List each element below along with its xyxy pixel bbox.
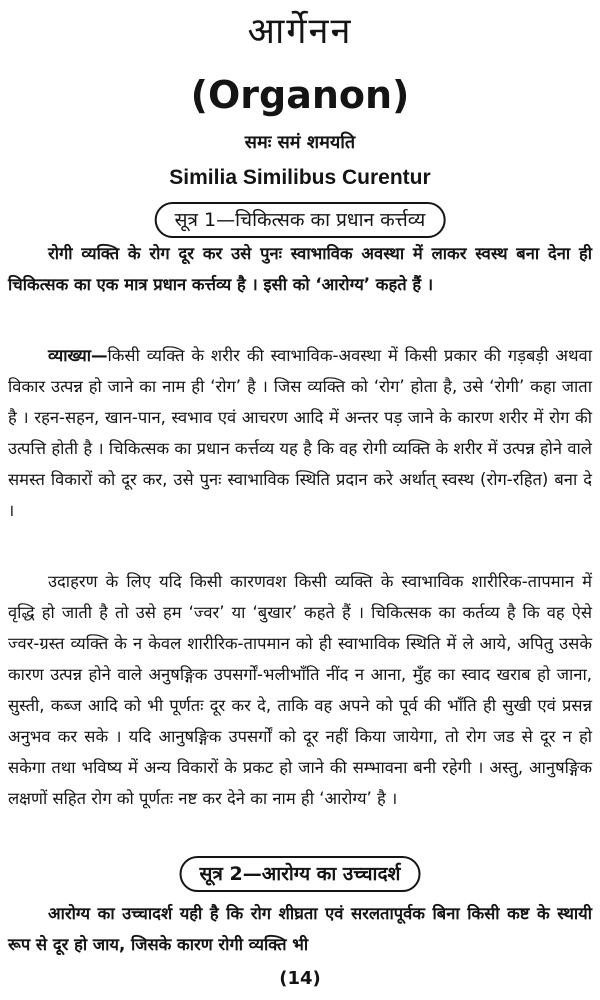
page-number: (14) — [279, 968, 321, 989]
section-1-explanation — [8, 340, 592, 526]
title-english: (Organon) — [190, 73, 410, 117]
explanation-text: किसी व्यक्ति के शरीर की स्वाभाविक-अवस्था में किसी प्रकार की गड़बड़ी अथवा विकार उत्पन्न हो जाने का नाम ही ‘रोग’ है । जिस व्यक्ति को ‘रोग’ होता है, उसे ‘रोगी’ कहा जाता है । रहन-सहन, खान-पान, स्वभाव एवं आचरण आदि में अन्तर पड़ जाने के कारण शरीर में रोग की उत्पत्ति होती है । चिकित्सक का प्रधान कर्त्तव्य यह है कि वह रोगी व्यक्ति के शरीर में उत्पन्न होने वाले समस्त विकारों को दूर कर, उसे पुनः स्वाभाविक स्थिति प्रदान करे अर्थात् स्वस्थ (रोग-रहित) बना दे । — [8, 346, 592, 520]
section-2-heading: सूत्र 2—आरोग्य का उच्चादर्श — [180, 856, 421, 892]
motto-hindi: समः समं शमयति — [244, 132, 356, 153]
explanation-lead: व्याख्या— — [48, 346, 108, 365]
section-1-heading: सूत्र 1—चिकित्सक का प्रधान कर्त्तव्य — [155, 202, 446, 238]
motto-latin: Similia Similibus Curentur — [169, 166, 431, 189]
section-1-intro: रोगी व्यक्ति के रोग दूर कर उसे पुनः स्वाभाविक अवस्था में लाकर स्वस्थ बना देना ही चिकित्सक का एक मात्र प्रधान कर्त्तव्य है । इसी को ‘आरोग्य’ कहते हैं । — [8, 244, 592, 294]
title-hindi: आर्गेनन — [247, 11, 353, 52]
section-2-intro: आरोग्य का उच्चादर्श यही है कि रोग शीघ्रता एवं सरलतापूर्वक बिना किसी कष्ट के स्थायी रूप से दूर हो जाय, जिसके कारण रोगी व्यक्ति भी — [8, 904, 592, 954]
section-1-example: उदाहरण के लिए यदि किसी कारणवश किसी व्यक्ति के स्वाभाविक शारीरिक-तापमान में वृद्धि हो जाती है तो उसे हम ‘ज्वर’ या ‘बुखार’ कहते हैं । चिकित्सक का कर्तव्य है कि वह ऐसे ज्वर-ग्रस्त व्यक्ति के न केवल शारीरिक-तापमान को ही स्वाभाविक स्थिति में ले आये, अपितु उसके कारण उत्पन्न होने वाले अनुषङ्गिक उपसर्गों-भलीभाँति नींद न आना, मुँह का स्वाद खराब हो जाना, सुस्ती, कब्ज आदि को भी पूर्णतः दूर कर दे, ताकि वह अपने को पूर्व की भाँति ही सुखी एवं प्रसन्न अनुभव कर सके । यदि आनुषङ्गिक उपसर्गों को दूर नहीं किया जायेगा, तो रोग जड से दूर न हो सकेगा तथा भविष्य में अन्य विकारों के प्रकट हो जाने की सम्भावना बनी रहेगी । अस्तु, आनुषङ्गिक लक्षणों सहित रोग को पूर्णतः नष्ट कर देने का नाम ही ‘आरोग्य’ है । — [8, 572, 592, 808]
